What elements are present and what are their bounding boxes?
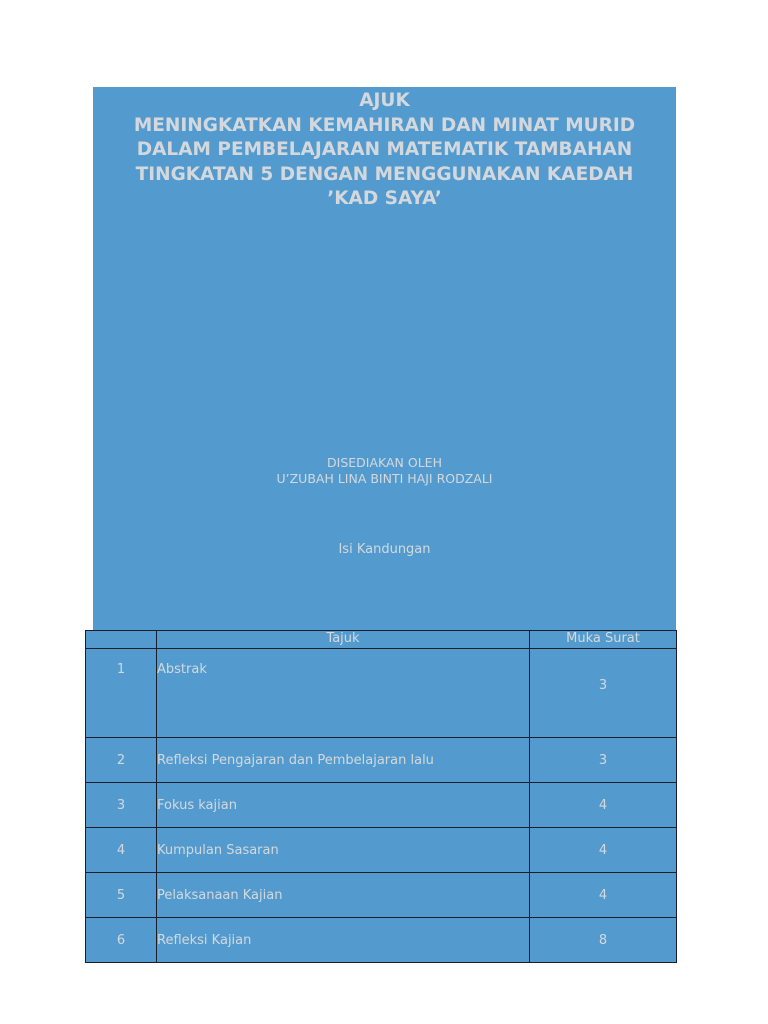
table-row	[86, 873, 677, 918]
row-topic: Abstrak	[157, 649, 530, 738]
row-page: 4	[530, 873, 677, 918]
row-topic: Fokus kajian	[157, 783, 530, 828]
row-topic: Kumpulan Sasaran	[157, 828, 530, 873]
toc-heading: Isi Kandungan	[338, 542, 431, 557]
title-line: ’KAD SAYA’	[327, 188, 442, 209]
row-number: 4	[86, 828, 157, 873]
row-page: 4	[530, 828, 677, 873]
header-number	[86, 631, 157, 649]
row-page: 8	[530, 918, 677, 963]
row-topic: Refleksi Kajian	[157, 918, 530, 963]
row-number: 5	[86, 873, 157, 918]
header-page: Muka Surat	[530, 631, 677, 649]
header-topic: Tajuk	[157, 631, 530, 649]
row-page: 3	[530, 649, 677, 738]
row-topic: Refleksi Pengajaran dan Pembelajaran lalu	[157, 738, 530, 783]
toc-header-row	[86, 631, 677, 649]
cover-page	[93, 87, 676, 631]
prepared-by-block	[93, 455, 676, 487]
table-row	[86, 918, 677, 963]
author-name: U’ZUBAH LINA BINTI HAJI RODZALI	[276, 471, 493, 486]
prepared-by-label: DISEDIAKAN OLEH	[327, 455, 442, 470]
table-row	[86, 738, 677, 783]
row-page: 3	[530, 738, 677, 783]
title-line: TINGKATAN 5 DENGAN MENGGUNAKAN KAEDAH	[135, 163, 634, 185]
row-number: 3	[86, 783, 157, 828]
table-row	[86, 828, 677, 873]
table-of-contents	[85, 630, 677, 963]
table-row	[86, 649, 677, 738]
row-number: 6	[86, 918, 157, 963]
document-title	[93, 87, 676, 212]
row-number: 2	[86, 738, 157, 783]
row-number: 1	[86, 649, 157, 738]
row-topic: Pelaksanaan Kajian	[157, 873, 530, 918]
row-page: 4	[530, 783, 677, 828]
table-row	[86, 783, 677, 828]
title-line: MENINGKATKAN KEMAHIRAN DAN MINAT MURID	[133, 114, 636, 136]
title-line: AJUK	[359, 90, 410, 111]
title-line: DALAM PEMBELAJARAN MATEMATIK TAMBAHAN	[136, 139, 633, 160]
